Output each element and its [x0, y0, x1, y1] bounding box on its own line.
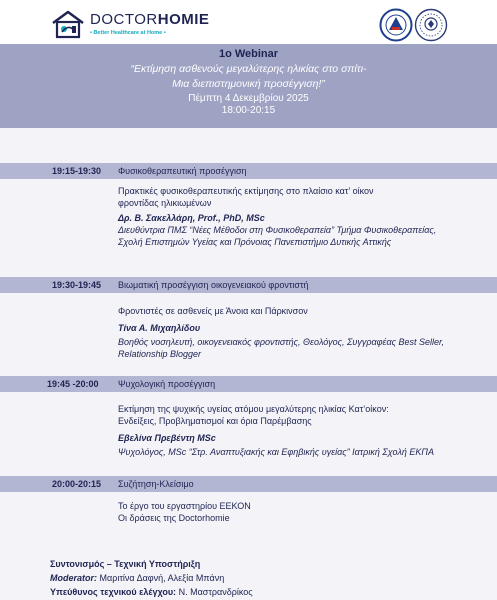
session-speaker: Τίνα Α. Μιχαηλίδου — [118, 323, 201, 333]
session-label: Βιωματική προσέγγιση οικογενειακού φροντιστή — [118, 280, 309, 290]
session-details — [118, 403, 488, 458]
session-details — [118, 185, 488, 248]
session-topic: Πρακτικές φυσικοθεραπευτικής εκτίμησης στο πλαίσιο κατ’ οίκον φροντίδας ηλικιωμένων — [118, 186, 374, 208]
session-speaker: Εβελίνα Πρεβέντη MSc — [118, 433, 216, 443]
session-band — [0, 163, 497, 179]
webinar-title: 1o Webinar — [218, 48, 279, 60]
session-details — [118, 305, 488, 360]
coordination-footer — [50, 557, 253, 599]
lab-seal-icon — [414, 8, 448, 42]
event-date: Πέμπτη 4 Δεκεμβρίου 2025 — [188, 93, 309, 104]
session-affiliation: Ψυχολόγος, MSc “Στρ. Αναπτυξιακής και Εφηβικής υγείας” Ιατρική Σχολή ΕΚΠΑ — [118, 447, 434, 457]
session-affiliation: Βοηθός νοσηλευτή, οικογενειακός φροντιστής, Θεολόγος, Συγγραφέας Best Seller, Relationship Blogger — [118, 337, 444, 359]
event-banner — [0, 44, 497, 128]
session-band — [0, 376, 497, 392]
session-details — [118, 500, 488, 524]
session-band — [0, 476, 497, 492]
session-label: Συζήτηση-Κλείσιμο — [118, 479, 194, 489]
session-speaker: Δρ. Β. Σακελλάρη, Prof., PhD, MSc — [118, 213, 265, 223]
session-topic: Φροντιστές σε ασθενείς με Άνοια και Πάρκινσον — [118, 306, 308, 316]
session-topic: Εκτίμηση της ψυχικής υγείας ατόμου μεγαλύτερης ηλικίας Κατ’οίκον: Ενδείξεις, Προβληματισμοί και όρια Παρέμβασης — [118, 404, 389, 426]
footer-heading: Συντονισμός – Τεχνική Υποστήριξη — [50, 559, 201, 569]
event-time: 18:00-20:15 — [221, 105, 276, 116]
brand-name: DOCTORHOMIE — [90, 11, 210, 28]
session-band — [0, 277, 497, 293]
session-affiliation: Διευθύντρια ΠΜΣ “Νέες Μέθοδοι στη Φυσικοθεραπεία” Τμήμα Φυσικοθεραπείας, Σχολή Επιστημών Υγείας και Πρόνοιας Πανεπιστήμιο Δυτικής Αττικής — [118, 225, 437, 247]
session-label: Ψυχολογική προσέγγιση — [118, 379, 216, 389]
header — [0, 0, 497, 44]
tech-line: Υπεύθυνος τεχνικού ελέγχου: Ν. Μαστρανδρίκος — [50, 587, 253, 597]
session-label: Φυσικοθεραπευτική προσέγγιση — [118, 166, 247, 176]
session-topic: Το έργο του εργαστηρίου ΕΕΚΟΝ Οι δράσεις της Doctorhomie — [118, 501, 251, 523]
brand-tagline: • Better Healthcare at Home • — [90, 30, 166, 36]
session-time: 19:15-19:30 — [52, 166, 102, 176]
university-seal-icon — [379, 8, 413, 42]
event-title: “Εκτίμηση ασθενούς μεγαλύτερης ηλικίας στο σπίτι- Μια διεπιστημονική προσέγγιση!” — [130, 63, 367, 90]
session-time: 19:30-19:45 — [52, 280, 102, 290]
house-logo-icon — [50, 9, 86, 39]
session-time: 19:45 -20:00 — [47, 379, 99, 389]
moderator-line: Moderator: Μαριτίνα Δαφνή, Αλεξία Μπάνη — [50, 573, 225, 583]
session-time: 20:00-20:15 — [52, 479, 102, 489]
